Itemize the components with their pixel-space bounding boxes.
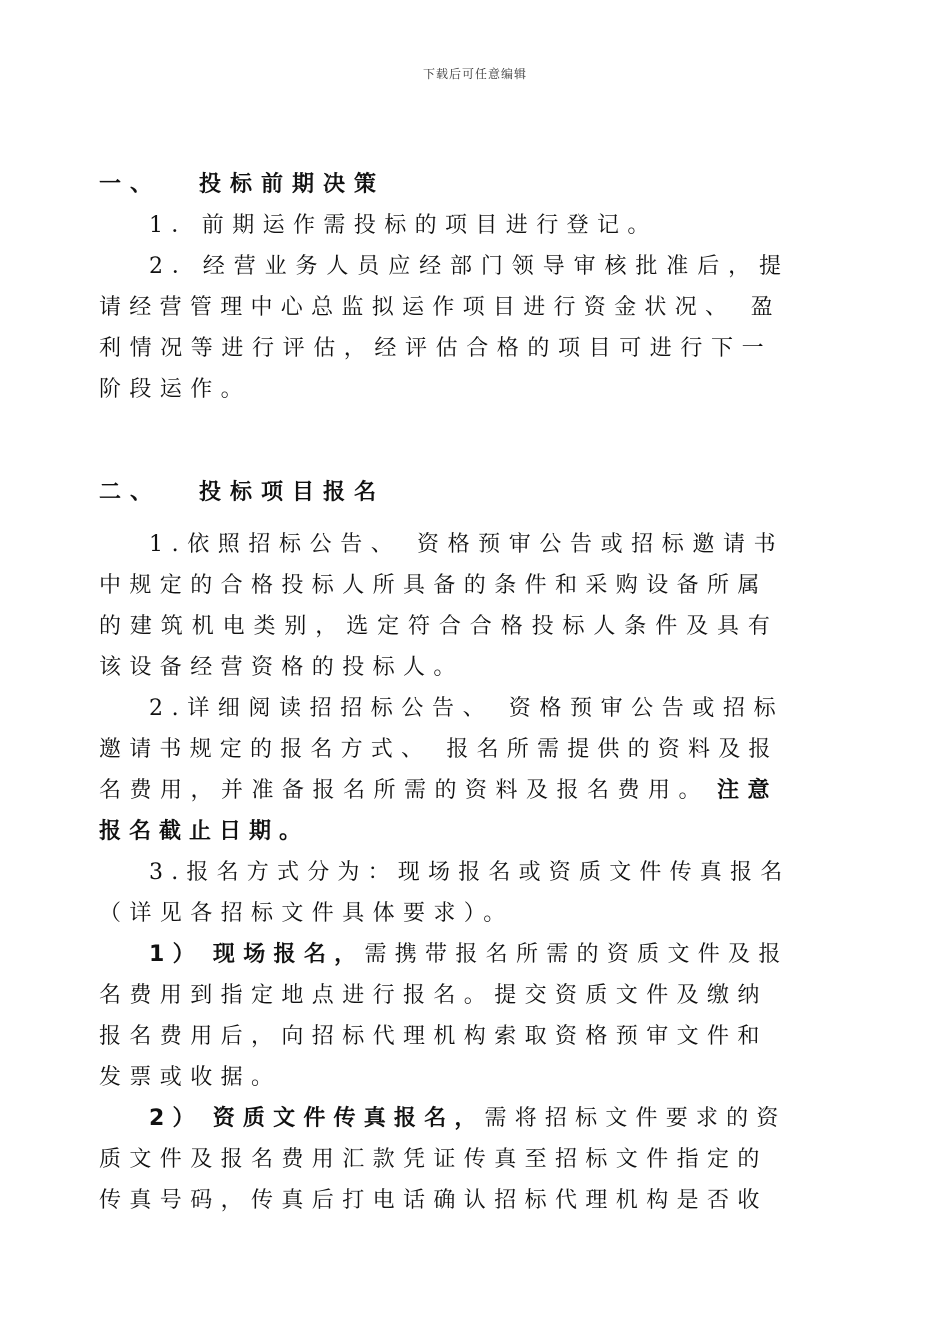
section-2-line-11 [99,934,843,975]
section-1-line-4: 利情况等进行评估，经评估合格的项目可进行下一 [99,336,773,361]
section-2-line-4: 该设备经营资格的投标人。 [99,655,464,680]
section-2-line-9: 3.报名方式分为：现场报名或资质文件传真报名 [149,860,791,885]
section-2-item-1-text: 需携带报名所需的资质文件及报 [364,942,789,967]
section-2-item-2-marker: 2） [149,1106,203,1131]
section-1-line-3: 请经营管理中心总监拟运作项目进行资金状况、 盈 [99,295,781,320]
section-1-heading [99,164,843,205]
section-2-item-2-title: 资质文件传真报名， [212,1106,485,1131]
section-2-heading [99,472,843,513]
section-2-line-1: 1.依照招标公告、 资格预审公告或招标邀请书 [149,532,785,557]
section-2-line-14: 发票或收据。 [99,1065,282,1090]
section-2-line-3: 的建筑机电类别，选定符合合格投标人条件及具有 [99,614,779,639]
section-2-line-8: 报名截止日期。 [99,819,310,844]
section-2-line-2: 中规定的合格投标人所具备的条件和采购设备所属 [99,573,768,598]
section-2-line-10: （详见各招标文件具体要求）。 [99,901,514,926]
section-2-item-1-marker: 1） [149,942,203,967]
page-header: 下载后可任意编辑 [422,67,527,81]
section-2-line-16: 质文件及报名费用汇款凭证传真至招标文件指定的 [99,1147,768,1172]
section-2-line-15 [99,1098,843,1139]
section-2-line-13: 报名费用后，向招标代理机构索取资格预审文件和 [99,1024,768,1049]
section-1-line-1: 1．前期运作需投标的项目进行登记。 [149,213,658,238]
section-2-title: 投标项目报名 [199,480,386,505]
section-1-line-2: 2．经营业务人员应经部门领导审核批准后，提 [149,254,790,279]
section-2-line-17: 传真号码，传真后打电话确认招标代理机构是否收 [99,1188,768,1213]
section-2-item-1-title: 现场报名， [212,942,365,967]
section-2-line-12: 名费用到指定地点进行报名。提交资质文件及缴纳 [99,983,768,1008]
section-2-line-7-emphasis: 注意 [717,778,779,803]
section-2-line-6: 邀请书规定的报名方式、 报名所需提供的资料及报 [99,737,779,762]
section-1-number: 一、 [99,172,162,197]
section-2-line-7 [99,770,843,811]
section-2-line-5: 2.详细阅读招招标公告、 资格预审公告或招标 [149,696,785,721]
section-1-line-5: 阶段运作。 [99,377,252,402]
section-2-line-7-text: 名费用，并准备报名所需的资料及报名费用。 [99,778,710,803]
section-1-title: 投标前期决策 [199,172,386,197]
document-body [99,164,843,1221]
section-2-number: 二、 [99,480,162,505]
section-2-item-2-text: 需将招标文件要求的资 [484,1106,787,1131]
